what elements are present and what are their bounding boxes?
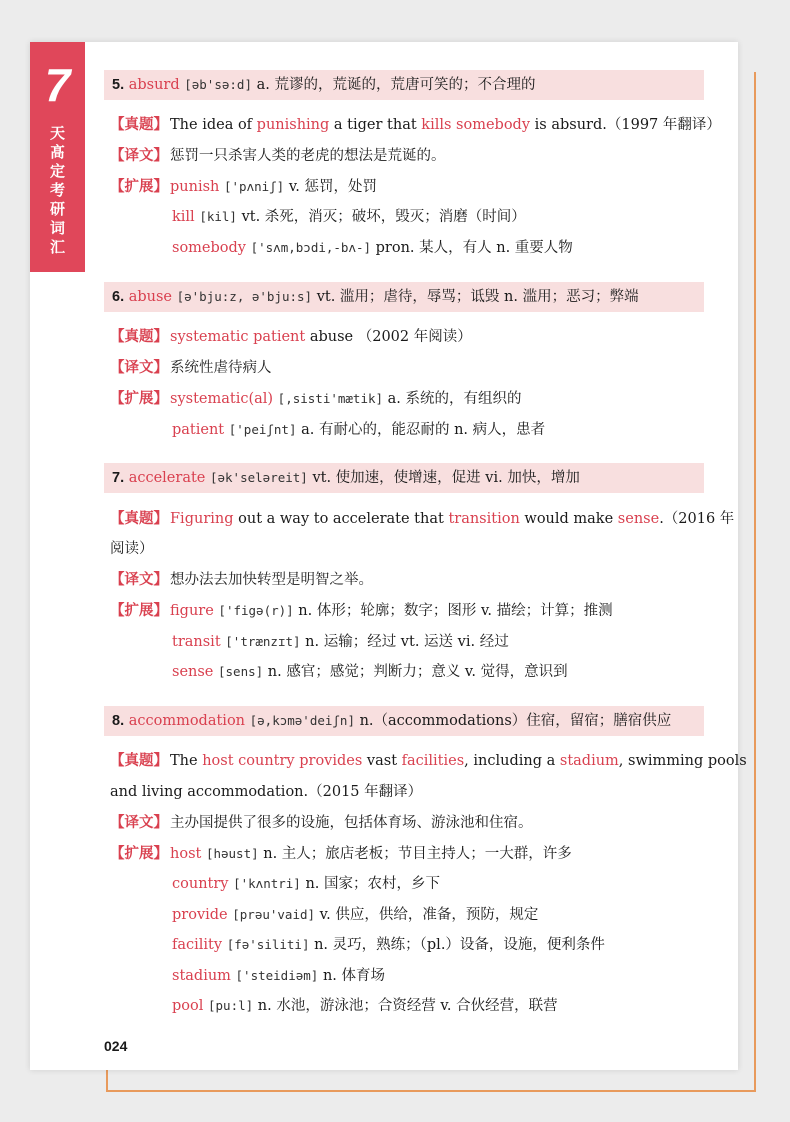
phonetic: [ək'seləreit] [209, 470, 308, 485]
extension-item: stadium ['steidiəm] n. 体育场 [172, 968, 385, 984]
headword: accommodation [128, 713, 246, 729]
phonetic: [ə'bju:z, ə'bju:s] [176, 289, 313, 304]
entry-header: 5. absurd [əb'sə:d] a. 荒谬的，荒诞的，荒唐可笑的；不合理的 [104, 70, 704, 100]
translation: 【译文】 想办法去加快转型是明智之举。 [110, 571, 373, 588]
extension-item: somebody ['sʌm,bɔdi,-bʌ-] pron. 某人，有人 n. 重要人物 [172, 240, 573, 256]
page-number: 024 [104, 1038, 128, 1054]
translation: 【译文】 系统性虐待病人 [110, 359, 272, 376]
chapter-number: 7 [44, 59, 71, 111]
example-sentence-continued: 阅读） [110, 541, 154, 557]
entry-header: 6. abuse [ə'bju:z, ə'bju:s] vt. 滥用；虐待，辱骂；诋毁 n. 滥用；恶习；弊端 [104, 282, 704, 312]
example-sentence-continued: and living accommodation.（2015 年翻译） [110, 784, 423, 800]
chapter-tab [30, 42, 85, 272]
phonetic: [əb'sə:d] [184, 77, 252, 92]
entry-header: 7. accelerate [ək'seləreit] vt. 使加速，使增速，促进 vi. 加快，增加 [104, 463, 704, 493]
definition: vt. 滥用；虐待，辱骂；诋毁 n. 滥用；恶习；弊端 [316, 289, 639, 305]
extension-item: transit ['trænzɪt] n. 运输；经过 vt. 运送 vi. 经过 [172, 634, 509, 650]
headword: abuse [128, 289, 172, 305]
translation: 【译文】 主办国提供了很多的设施，包括体育场、游泳池和住宿。 [110, 814, 533, 831]
extension-item: pool [pu:l] n. 水池，游泳池；合资经营 v. 合伙经营，联营 [172, 998, 558, 1014]
extension-item: 【扩展】 punish ['pʌniʃ] v. 惩罚，处罚 [110, 178, 378, 195]
headword: absurd [128, 77, 180, 93]
example-sentence: 【真题】 The idea of punishing a tiger that kills somebody is absurd.（1997 年翻译） [110, 116, 721, 133]
extension-item: 【扩展】 host [həust] n. 主人；旅店老板；节目主持人；一大群，许多 [110, 845, 572, 862]
extension-item: kill [kil] vt. 杀死，消灭；破坏，毁灭；消磨（时间） [172, 209, 526, 225]
phonetic: [ə,kɔmə'deiʃn] [249, 713, 355, 728]
translation: 【译文】 惩罚一只杀害人类的老虎的想法是荒诞的。 [110, 147, 446, 164]
extension-item: 【扩展】 figure ['figə(r)] n. 体形；轮廓；数字；图形 v. 描绘；计算；推测 [110, 602, 613, 619]
example-sentence: 【真题】 systematic patient abuse （2002 年阅读） [110, 328, 472, 345]
extension-item: facility [fə'siliti] n. 灵巧，熟练；（pl.）设备，设施，便利条件 [172, 937, 605, 953]
definition: vt. 使加速，使增速，促进 vi. 加快，增加 [312, 470, 580, 486]
definition: a. 荒谬的，荒诞的，荒唐可笑的；不合理的 [256, 77, 536, 93]
extension-item: 【扩展】 systematic(al) [,sisti'mætik] a. 系统的，有组织的 [110, 390, 522, 407]
headword: accelerate [128, 470, 206, 486]
definition: n.（accommodations）住宿，留宿；膳宿供应 [359, 713, 672, 729]
extension-item: sense [sens] n. 感官；感觉；判断力；意义 v. 觉得，意识到 [172, 664, 568, 680]
example-sentence: 【真题】 Figuring out a way to accelerate that transition would make sense.（2016 年 [110, 510, 735, 527]
extension-item: country ['kʌntri] n. 国家；农村，乡下 [172, 876, 440, 892]
extension-item: provide [prəu'vaid] v. 供应，供给，准备，预防，规定 [172, 907, 539, 923]
example-sentence: 【真题】 The host country provides vast facilities, including a stadium, swimming pools [110, 752, 747, 769]
entry-header: 8. accommodation [ə,kɔmə'deiʃn] n.（accommodations）住宿，留宿；膳宿供应 [104, 706, 704, 736]
extension-item: patient ['peiʃnt] a. 有耐心的，能忍耐的 n. 病人，患者 [172, 422, 546, 438]
book-title-vertical: 天 髙 定 考 研 词 汇 [49, 124, 65, 256]
